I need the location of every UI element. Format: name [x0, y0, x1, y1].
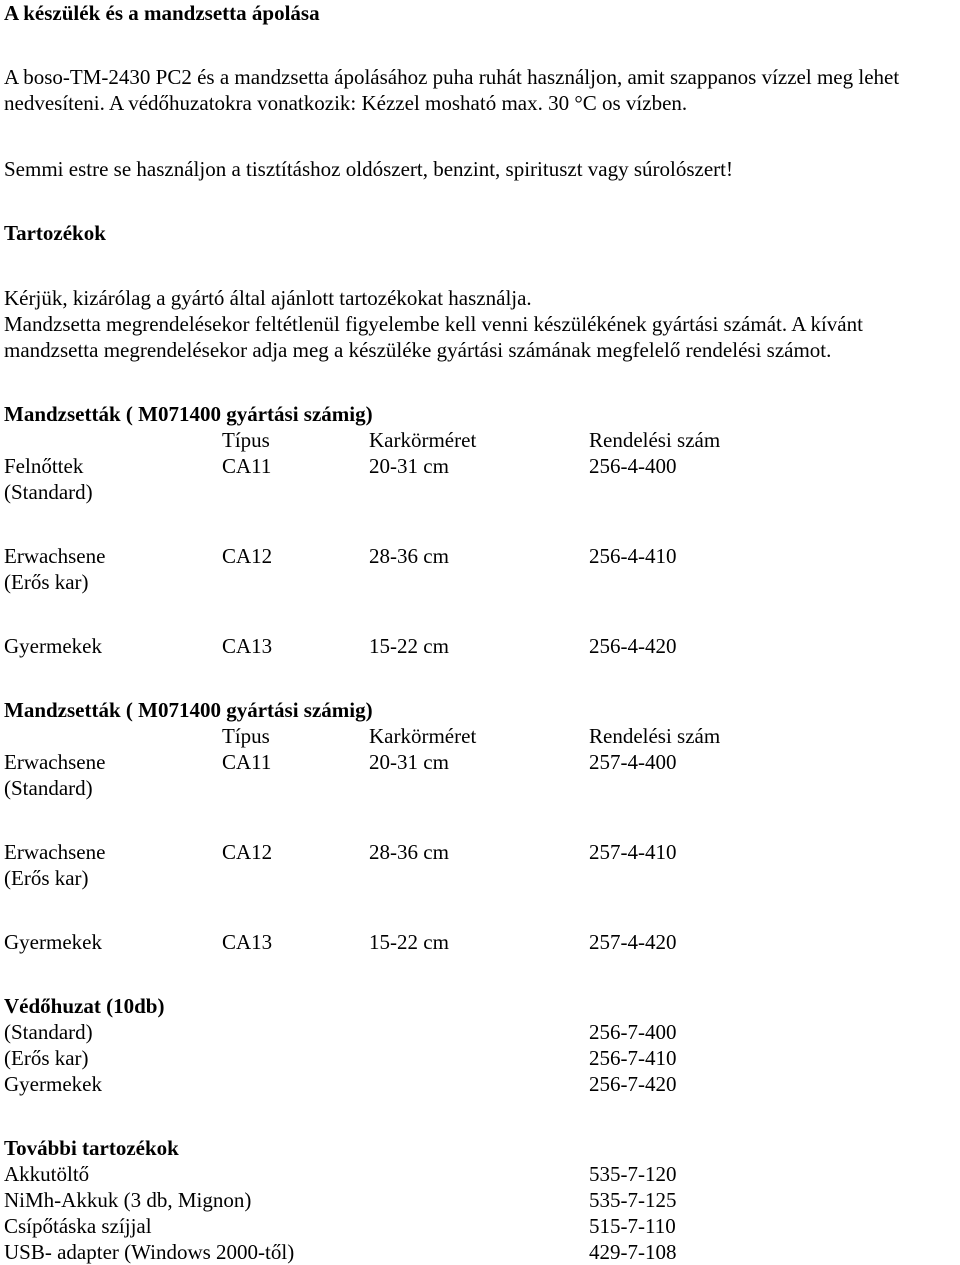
row-type: CA12	[222, 840, 273, 864]
item-order-number: 535-7-120	[589, 1162, 677, 1186]
cuffs-table-2-heading: Mandzsetták ( M071400 gyártási számig)	[4, 698, 373, 722]
item-order-number: 429-7-108	[589, 1240, 677, 1264]
row-name: Felnőttek	[4, 454, 84, 478]
table-row	[4, 453, 944, 479]
item-name: USB- adapter (Windows 2000-től)	[4, 1240, 295, 1264]
column-header-order: Rendelési szám	[589, 724, 721, 748]
column-header-type: Típus	[222, 428, 270, 452]
item-order-number: 256-7-400	[589, 1020, 677, 1044]
list-item	[4, 1071, 944, 1097]
table-row-sub	[4, 775, 944, 801]
page-title: A készülék és a mandzsetta ápolása	[4, 1, 320, 25]
table-row-sub	[4, 569, 944, 595]
row-size: 20-31 cm	[369, 750, 449, 774]
table-row	[4, 929, 944, 955]
item-order-number: 535-7-125	[589, 1188, 677, 1212]
item-order-number: 256-7-410	[589, 1046, 677, 1070]
list-item	[4, 1213, 944, 1239]
row-size: 15-22 cm	[369, 634, 449, 658]
care-text-line: A boso-TM-2430 PC2 és a mandzsetta ápolásához puha ruhát használjon, amit szappanos vízzel meg lehet	[4, 65, 900, 89]
accessories-heading: Tartozékok	[4, 221, 106, 245]
cuffs-table-1-header-row	[4, 427, 944, 453]
row-subname: (Erős kar)	[4, 866, 89, 890]
row-type: CA11	[222, 454, 272, 478]
column-header-size: Karkörméret	[369, 428, 477, 452]
item-name: (Erős kar)	[4, 1046, 89, 1070]
row-order-number: 256-4-420	[589, 634, 677, 658]
item-name: (Standard)	[4, 1020, 93, 1044]
item-name: Akkutöltő	[4, 1162, 90, 1186]
table-row	[4, 839, 944, 865]
more-accessories-heading: További tartozékok	[4, 1136, 179, 1160]
item-order-number: 256-7-420	[589, 1072, 677, 1096]
list-item	[4, 1019, 944, 1045]
accessories-text-line: Kérjük, kizárólag a gyártó által ajánlott tartozékokat használja.	[4, 286, 532, 310]
item-name: Csípőtáska szíjjal	[4, 1214, 152, 1238]
row-order-number: 256-4-410	[589, 544, 677, 568]
row-order-number: 256-4-400	[589, 454, 677, 478]
cuffs-table-2-header-row	[4, 723, 944, 749]
column-header-size: Karkörméret	[369, 724, 477, 748]
row-name: Erwachsene	[4, 750, 106, 774]
row-name: Erwachsene	[4, 840, 106, 864]
column-header-order: Rendelési szám	[589, 428, 721, 452]
covers-heading: Védőhuzat (10db)	[4, 994, 165, 1018]
item-name: NiMh-Akkuk (3 db, Mignon)	[4, 1188, 252, 1212]
row-type: CA13	[222, 930, 273, 954]
row-size: 20-31 cm	[369, 454, 449, 478]
list-item	[4, 1239, 944, 1265]
row-subname: (Standard)	[4, 776, 93, 800]
accessories-text-line: Mandzsetta megrendelésekor feltétlenül figyelembe kell venni készülékének gyártási számát. A kívánt	[4, 312, 863, 336]
item-order-number: 515-7-110	[589, 1214, 676, 1238]
column-header-type: Típus	[222, 724, 270, 748]
table-row	[4, 633, 944, 659]
row-size: 28-36 cm	[369, 840, 449, 864]
care-warning: Semmi estre se használjon a tisztításhoz oldószert, benzint, spirituszt vagy súrolószert!	[4, 157, 733, 181]
row-subname: (Standard)	[4, 480, 93, 504]
care-text-line: nedvesíteni. A védőhuzatokra vonatkozik: Kézzel mosható max. 30 °C os vízben.	[4, 91, 688, 115]
row-order-number: 257-4-420	[589, 930, 677, 954]
row-type: CA13	[222, 634, 273, 658]
row-subname: (Erős kar)	[4, 570, 89, 594]
row-order-number: 257-4-410	[589, 840, 677, 864]
table-row	[4, 749, 944, 775]
row-size: 15-22 cm	[369, 930, 449, 954]
cuffs-table-1-heading: Mandzsetták ( M071400 gyártási számig)	[4, 402, 373, 426]
row-size: 28-36 cm	[369, 544, 449, 568]
list-item	[4, 1161, 944, 1187]
row-type: CA11	[222, 750, 272, 774]
table-row-sub	[4, 865, 944, 891]
accessories-text-line: mandzsetta megrendelésekor adja meg a készüléke gyártási számának megfelelő rendelési számot.	[4, 338, 832, 362]
list-item	[4, 1187, 944, 1213]
row-name: Erwachsene	[4, 544, 106, 568]
list-item	[4, 1045, 944, 1071]
row-name: Gyermekek	[4, 930, 102, 954]
row-name: Gyermekek	[4, 634, 102, 658]
row-type: CA12	[222, 544, 273, 568]
row-order-number: 257-4-400	[589, 750, 677, 774]
table-row	[4, 543, 944, 569]
table-row-sub	[4, 479, 944, 505]
item-name: Gyermekek	[4, 1072, 102, 1096]
